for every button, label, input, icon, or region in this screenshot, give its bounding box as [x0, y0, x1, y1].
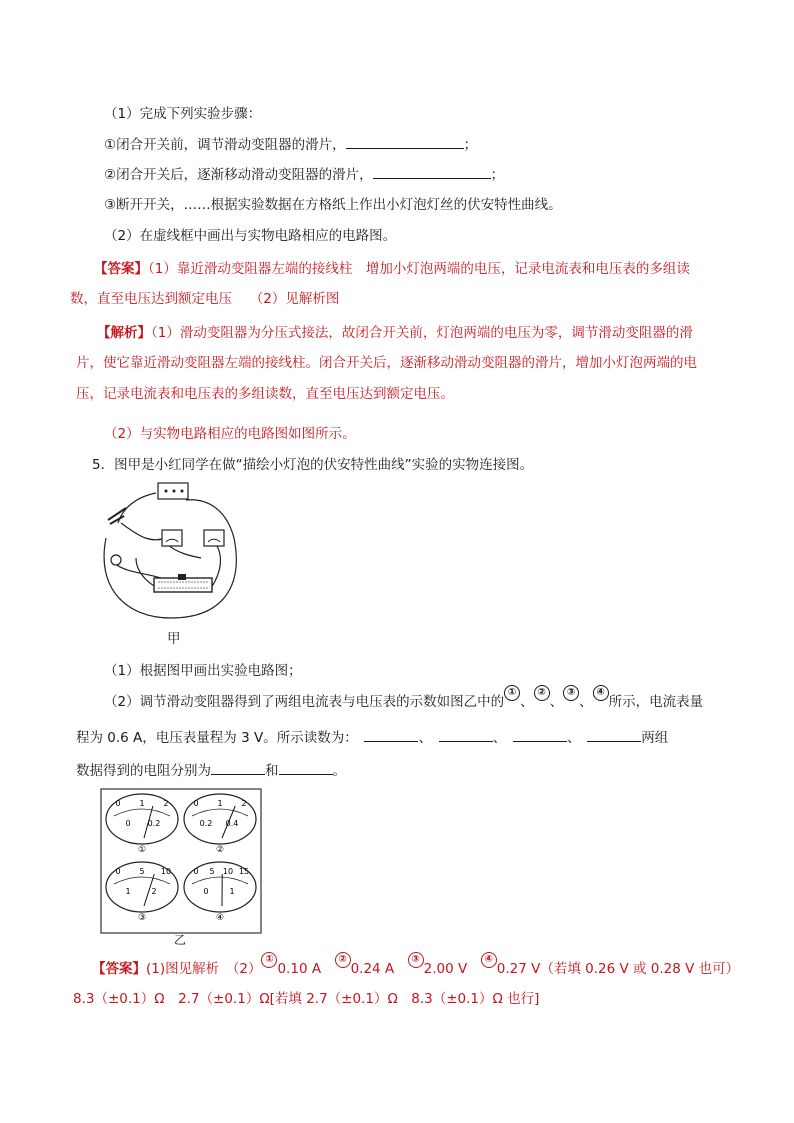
meter-top-label: 5: [209, 867, 215, 876]
meter-bottom-label: 1: [229, 887, 235, 896]
meter-top-label: 1: [139, 799, 145, 808]
analysis-4-line1: 【解析】（1）滑动变阻器为分压式接法，故闭合开关前，灯泡两端的电压为零，调节滑动变阻器的滑: [97, 325, 693, 341]
meter-top-label: 10: [222, 867, 234, 876]
answer-4-line2: 数，直至电压达到额定电压 （2）见解析图: [70, 291, 340, 307]
figure-circuit-photo: [96, 478, 246, 628]
question-2: （2）在虚线框中画出与实物电路相应的电路图。: [104, 228, 397, 244]
analysis-4-line3: 压，记录电流表和电压表的多组读数，直至电压达到额定电压。: [76, 386, 454, 402]
analysis-4-line2: 片，使它靠近滑动变阻器左端的接线柱。闭合开关后，逐渐移动滑动变阻器的滑片，增加小灯泡两端的电: [76, 355, 697, 371]
meter-top-label: 0: [193, 867, 199, 876]
meter-bottom-label: 0.2: [199, 819, 213, 828]
step-heading: （1）完成下列实验步骤：: [104, 106, 262, 122]
question-5-part2-line2: 程为 0.6 A，电压表量程为 3 V。所示读数为： 、 、 、 两组: [76, 727, 668, 748]
meter-bottom-label: 0.4: [225, 819, 239, 828]
question-5-part1: （1）根据图甲画出实验电路图；: [104, 663, 302, 679]
answer-4-line1: 【答案】（1）靠近滑动变阻器左端的接线柱 增加小灯泡两端的电压，记录电流表和电压表的多组读: [94, 261, 690, 277]
meter-label: ①: [137, 845, 147, 855]
figure-meters: [100, 788, 262, 934]
step-3: ③断开开关，……根据实验数据在方格纸上作出小灯泡灯丝的伏安特性曲线。: [104, 197, 562, 213]
answer-5-line1: 【答案】(1)图见解析 （2）①0.10 A ②0.24 A ③2.00 V ④0.27 V（若填 0.26 V 或 0.28 V 也可）: [92, 954, 740, 977]
meter-top-label: 5: [139, 867, 145, 876]
meter-label: ③: [137, 913, 147, 923]
step-1: ①闭合开关前，调节滑动变阻器的滑片， ；: [104, 134, 477, 155]
meter-bottom-label: 0.2: [147, 819, 161, 828]
meter-top-label: 2: [163, 799, 169, 808]
step-2: ②闭合开关后，逐渐移动滑动变阻器的滑片， ；: [104, 164, 504, 185]
meter-top-label: 0: [115, 799, 121, 808]
meter-bottom-label: 1: [125, 887, 131, 896]
question-5-part2-line1: （2）调节滑动变阻器得到了两组电流表与电压表的示数如图乙中的①、②、③、④所示，电流表量: [104, 687, 704, 710]
meter-top-label: 10: [160, 867, 172, 876]
answer-5-line2: 8.3（±0.1）Ω 2.7（±0.1）Ω[若填 2.7（±0.1）Ω 8.3（±0.1）Ω 也行]: [73, 991, 540, 1007]
analysis-4-line4: （2）与实物电路相应的电路图如图所示。: [104, 426, 356, 442]
meter-bottom-label: 0: [125, 819, 131, 828]
meter-bottom-label: 2: [151, 887, 157, 896]
figure-1-caption: 甲: [167, 631, 181, 647]
meter-label: ④: [215, 913, 225, 923]
meter-top-label: 15: [238, 867, 250, 876]
meter-top-label: 2: [241, 799, 247, 808]
figure-2-caption: 乙: [174, 933, 187, 947]
meter-top-label: 0: [115, 867, 121, 876]
question-5-part2-line3: 数据得到的电阻分别为 和 。: [76, 760, 346, 781]
meter-top-label: 1: [217, 799, 223, 808]
meter-bottom-label: 0: [203, 887, 209, 896]
meter-top-label: 0: [193, 799, 199, 808]
question-5-title: 5．图甲是小红同学在做“描绘小灯泡的伏安特性曲线”实验的实物连接图。: [92, 457, 534, 473]
meter-label: ②: [215, 845, 225, 855]
